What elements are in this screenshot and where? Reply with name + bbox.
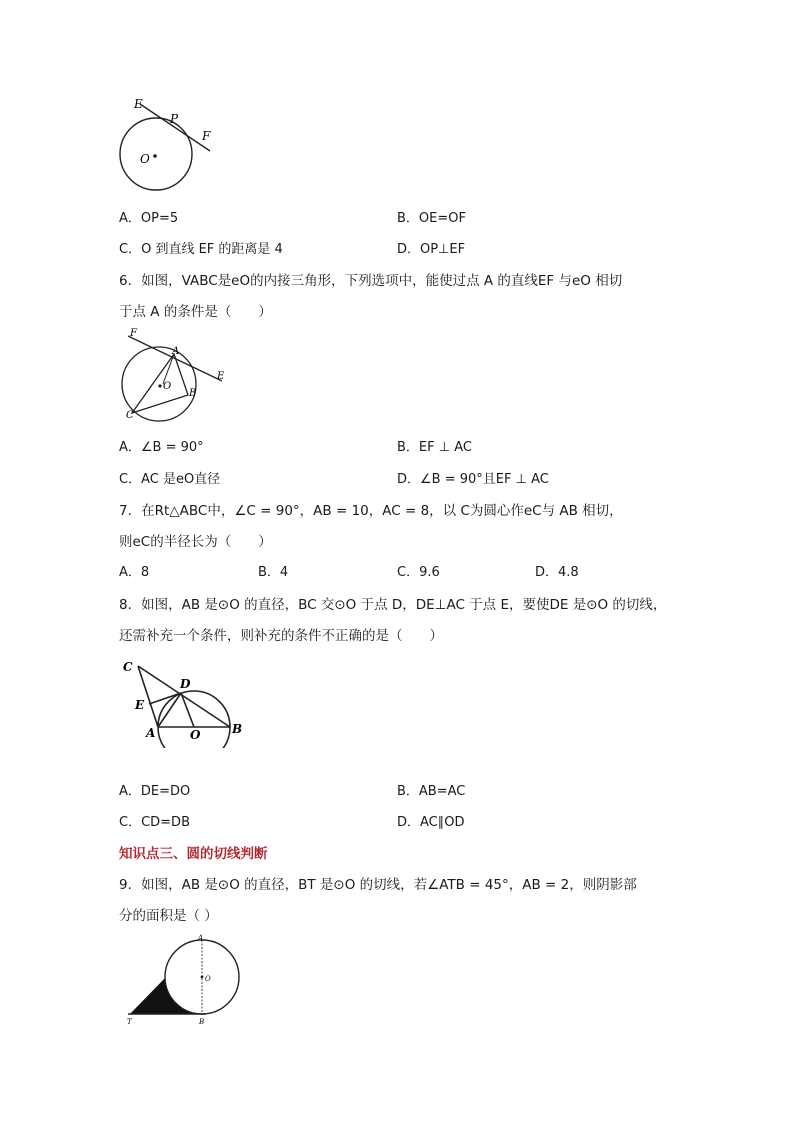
q6-option-d: D．∠B = 90°且EF ⊥ AC [397, 472, 549, 487]
label-t: T [127, 1018, 132, 1026]
label-e: E [217, 371, 225, 382]
label-c: C [123, 660, 133, 674]
q7-option-d: D．4.8 [535, 565, 579, 580]
label-e: E [134, 97, 143, 111]
center-dot [158, 384, 161, 387]
q5-option-d: D．OP⊥EF [397, 242, 466, 257]
q8-option-c: C．CD=DB [119, 815, 190, 830]
q5-option-b: B．OE=OF [397, 211, 466, 226]
q6-option-b: B．EF ⊥ AC [397, 440, 472, 455]
q7-stem-line1: 7．在Rt△ABC中，∠C = 90°，AB = 10，AC = 8，以 C为圆心作eC与 AB 相切， [119, 503, 623, 519]
label-a: A [172, 346, 180, 357]
q5-option-c: C．O 到直线 EF 的距离是 4 [119, 242, 283, 257]
circle-o [120, 118, 192, 190]
label-b: B [232, 722, 243, 736]
label-f: F [130, 328, 137, 339]
label-f: F [202, 129, 211, 143]
q7-option-b: B．4 [258, 565, 289, 580]
label-c: C [126, 410, 134, 421]
q8-option-d: D．AC∥OD [397, 815, 465, 830]
triangle-abc [132, 354, 188, 413]
label-b: B [199, 1018, 205, 1026]
label-b: B [189, 388, 197, 399]
label-a: A [198, 934, 204, 942]
label-a: A [146, 726, 156, 740]
q5-option-a: A．OP=5 [119, 211, 179, 226]
center-dot [201, 976, 204, 979]
q6-stem-line2: 于点 A 的条件是（ ） [119, 304, 272, 320]
q6-figure [118, 326, 233, 426]
q8-option-b: B．AB=AC [397, 784, 466, 799]
label-d: D [180, 677, 191, 691]
q9-stem-line1: 9．如图，AB 是⊙O 的直径，BT 是⊙O 的切线，若∠ATB = 45°，AB = 2，则阴影部 [119, 877, 637, 893]
q6-stem-line1: 6．如图，VABC是eO的内接三角形，下列选项中，能使过点 A 的直线EF 与eO 相切 [119, 273, 623, 289]
q8-stem-line2: 还需补充一个条件，则补充的条件不正确的是（ ） [119, 628, 443, 644]
q7-stem-line2: 则eC的半径长为（ ） [119, 534, 272, 550]
segment-ca [138, 666, 158, 727]
q8-option-a: A．DE=DO [119, 784, 191, 799]
center-dot [153, 154, 157, 158]
q6-option-c: C．AC 是eO直径 [119, 472, 221, 487]
q7-option-c: C．9.6 [397, 565, 440, 580]
label-o: O [140, 152, 150, 166]
segment-oa [163, 354, 174, 384]
label-o: O [163, 381, 172, 392]
q9-stem-line2: 分的面积是（ ） [119, 908, 218, 924]
q7-option-a: A．8 [119, 565, 150, 580]
label-o: O [190, 728, 201, 742]
segment-de [149, 693, 181, 704]
label-p: P [170, 112, 179, 126]
q5-figure [110, 96, 225, 196]
section-heading: 知识点三、圆的切线判断 [119, 846, 268, 862]
segment-cb [138, 666, 230, 727]
label-o: O [205, 975, 211, 983]
label-e: E [135, 698, 145, 712]
q6-option-a: A．∠B = 90° [119, 440, 204, 455]
q9-figure [124, 932, 244, 1032]
q8-stem-line1: 8．如图，AB 是⊙O 的直径，BC 交⊙O 于点 D，DE⊥AC 于点 E，要使DE 是⊙O 的切线， [119, 597, 667, 613]
q8-figure [118, 656, 248, 748]
